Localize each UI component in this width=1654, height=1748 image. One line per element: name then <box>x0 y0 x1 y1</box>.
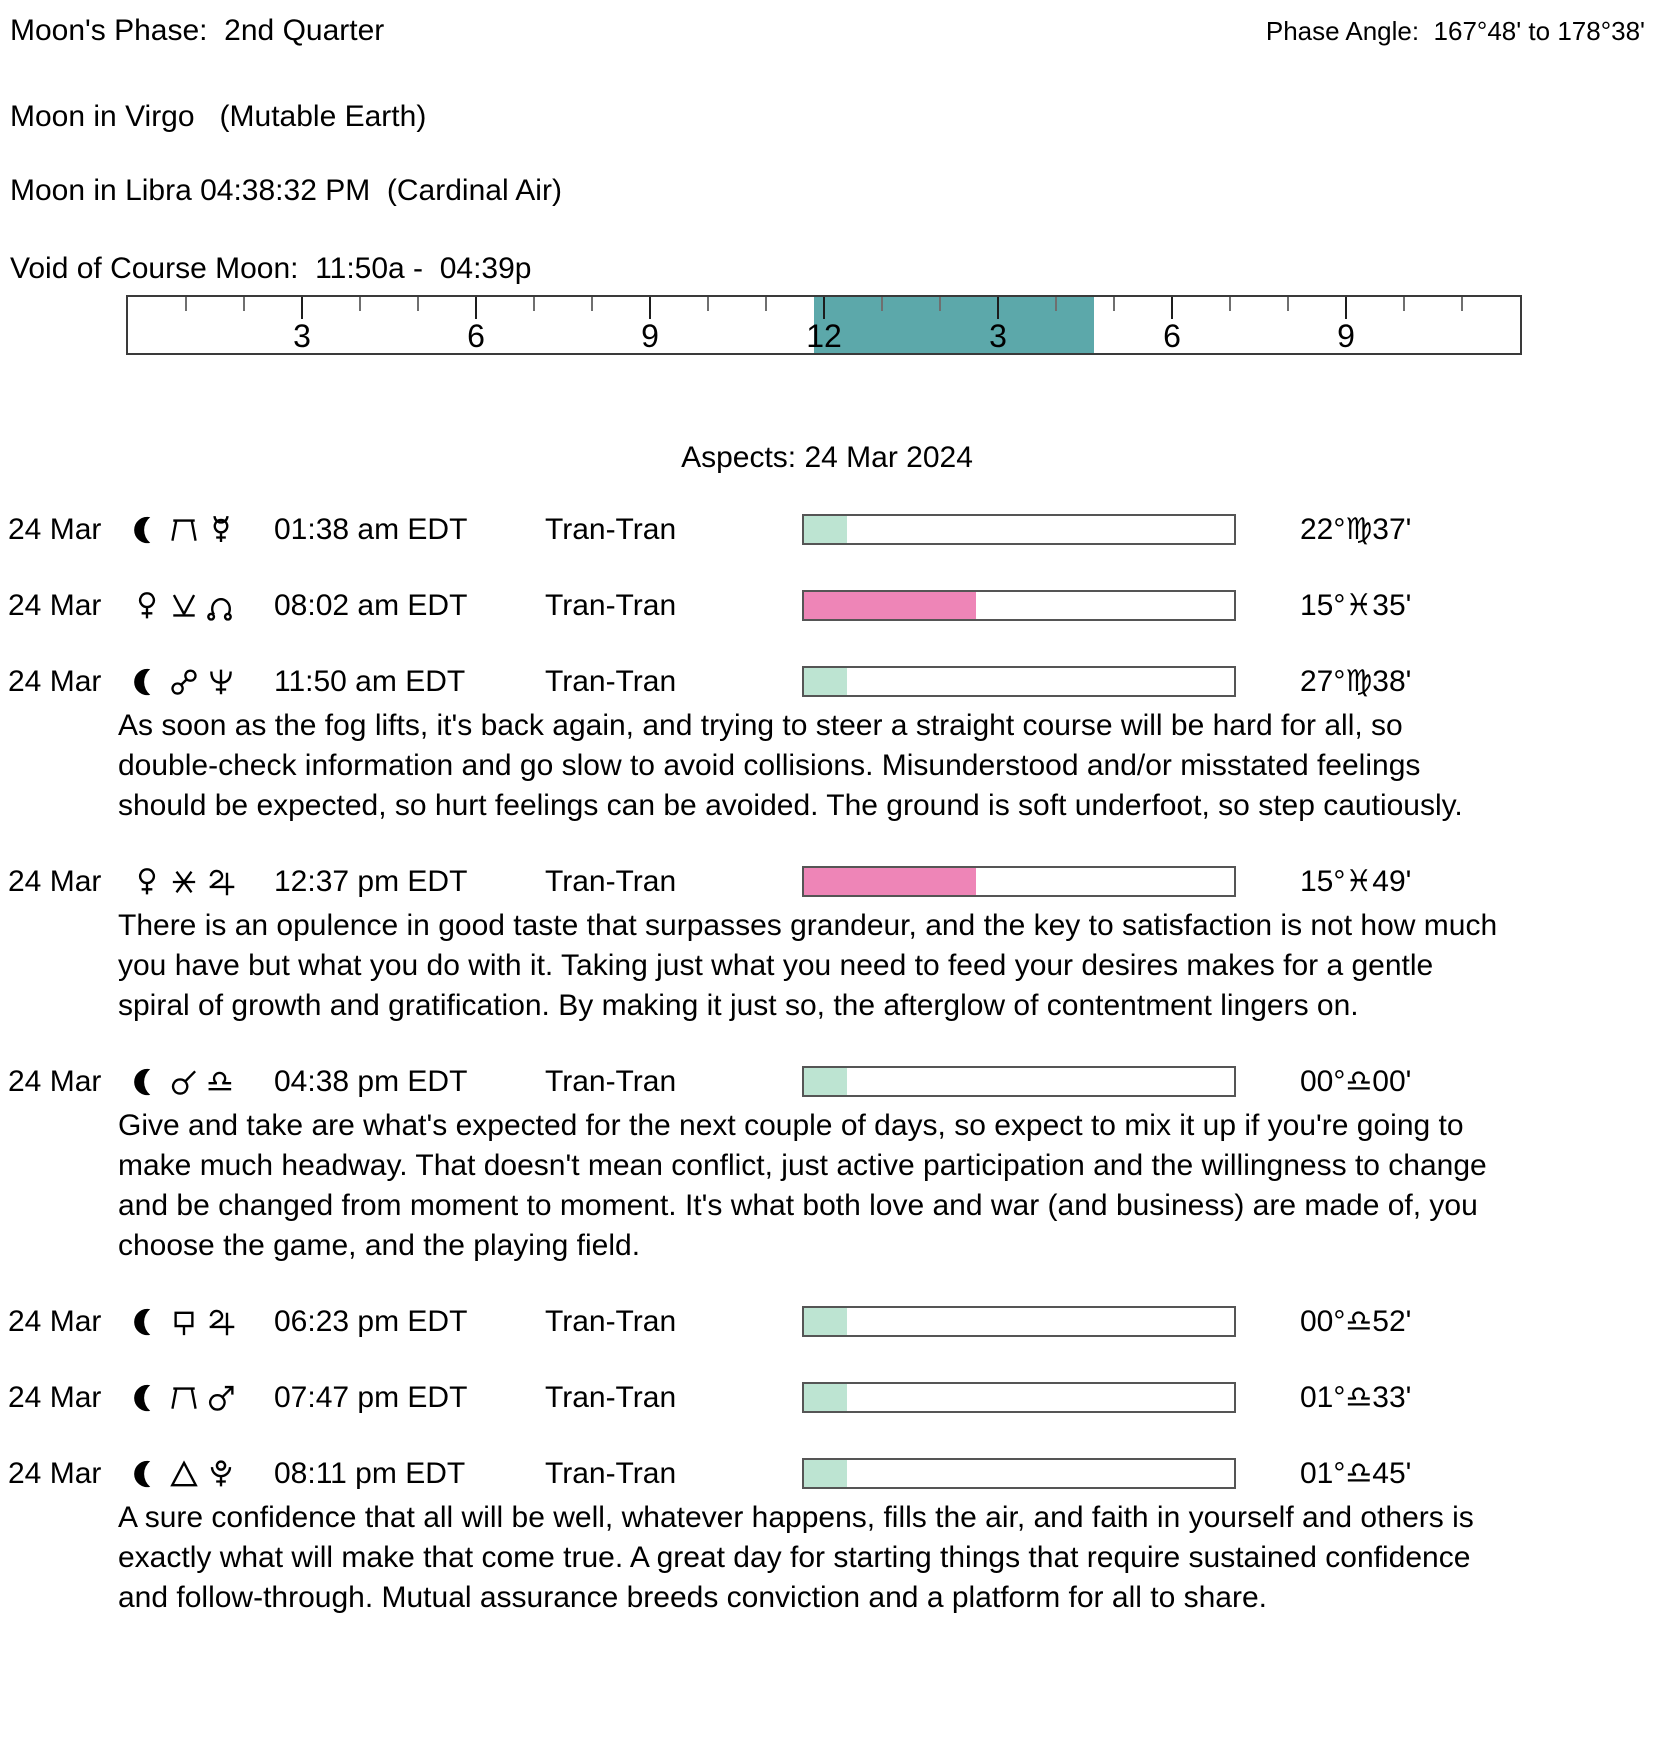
aspect-time: 04:38 pm EDT <box>274 1065 468 1098</box>
hour-label: 12 <box>806 318 842 354</box>
aspect-orb-bar <box>802 1066 1236 1097</box>
aspect-glyphs <box>132 1062 234 1102</box>
hour-label: 3 <box>293 318 311 354</box>
hour-tick <box>1171 297 1173 319</box>
neptune-icon <box>206 667 236 697</box>
hour-tick <box>939 297 941 311</box>
aspect-row <box>0 1062 1654 1102</box>
quincunx-icon <box>169 515 199 545</box>
hour-label: 3 <box>989 318 1007 354</box>
conjunction-icon <box>169 1067 199 1097</box>
aspect-date: 24 Mar <box>8 1305 102 1338</box>
void-of-course-highlight <box>814 297 1094 353</box>
aspect-position: 22°♍37' <box>1300 513 1412 546</box>
aspect-glyphs <box>132 586 236 626</box>
aspect-orb-bar <box>802 666 1236 697</box>
aspect-row <box>0 1454 1654 1494</box>
quincunx-icon <box>169 1383 199 1413</box>
aspect-row <box>0 586 1654 626</box>
moon-icon <box>132 1067 162 1097</box>
hour-tick <box>533 297 535 311</box>
trine-icon <box>169 1459 199 1489</box>
aspect-glyphs <box>132 1378 236 1418</box>
aspect-orb-bar <box>802 514 1236 545</box>
aspect-time: 12:37 pm EDT <box>274 865 468 898</box>
moon-icon <box>132 515 162 545</box>
sesquiquadrate-icon <box>169 1307 199 1337</box>
aspects-title: Aspects: 24 Mar 2024 <box>681 441 973 474</box>
aspect-position: 00°♎52' <box>1300 1305 1412 1338</box>
aspect-block <box>0 862 1654 1026</box>
moon-icon <box>132 1307 162 1337</box>
aspect-block <box>0 1378 1654 1418</box>
moon-sign-virgo-line: Moon in Virgo (Mutable Earth) <box>10 100 427 133</box>
aspect-time: 01:38 am EDT <box>274 513 468 546</box>
north-node-icon <box>206 591 236 621</box>
aspect-time: 08:02 am EDT <box>274 589 468 622</box>
aspect-position: 01°♎33' <box>1300 1381 1412 1414</box>
aspect-block <box>0 662 1654 826</box>
hour-tick <box>475 297 477 319</box>
hour-tick <box>417 297 419 311</box>
opposition-icon <box>169 667 199 697</box>
hour-label: 9 <box>641 318 659 354</box>
hour-label: 6 <box>1163 318 1181 354</box>
aspect-description: Give and take are what's expected for the next couple of days, so expect to mix it up if you're going to make much headway. That doesn't mean conflict, just active participation and the willingness to change and be changed from moment to moment. It's what both love and war (and business) are made of, you choose the game, and the playing field. <box>118 1109 1487 1262</box>
phase-angle-line: Phase Angle: 167°48' to 178°38' <box>1265 16 1645 46</box>
jupiter-icon <box>206 1307 236 1337</box>
aspect-orb-bar-fill <box>804 1068 847 1095</box>
moon-icon <box>132 667 162 697</box>
venus-icon <box>132 591 162 621</box>
semisextile-icon <box>169 591 199 621</box>
hour-label: 6 <box>467 318 485 354</box>
hour-tick <box>1113 297 1115 311</box>
aspect-position: 15°♓49' <box>1300 865 1412 898</box>
jupiter-icon <box>206 867 236 897</box>
aspect-orb-bar-fill <box>804 592 976 619</box>
aspect-block <box>0 586 1654 626</box>
hour-tick <box>1229 297 1231 311</box>
moons-phase-line: Moon's Phase: 2nd Quarter <box>10 14 385 47</box>
aspect-orb-bar <box>802 590 1236 621</box>
hour-tick <box>1287 297 1289 311</box>
aspect-orb-bar <box>802 1458 1236 1489</box>
aspect-time: 11:50 am EDT <box>274 665 466 698</box>
aspect-orb-bar-fill <box>804 1384 847 1411</box>
aspect-block <box>0 1454 1654 1618</box>
hour-tick <box>997 297 999 319</box>
hour-tick <box>243 297 245 311</box>
aspect-date: 24 Mar <box>8 1065 102 1098</box>
aspect-orb-bar <box>802 1306 1236 1337</box>
aspect-type-label: Tran-Tran <box>545 665 677 698</box>
aspect-type-label: Tran-Tran <box>545 1457 677 1490</box>
aspect-type-label: Tran-Tran <box>545 1065 677 1098</box>
aspect-description: A sure confidence that all will be well, whatever happens, fills the air, and faith in yourself and others is exactly what will make that come true. A great day for starting things that require sustained confidence and follow-through. Mutual assurance breeds conviction and a platform for all to share. <box>118 1501 1474 1614</box>
aspect-row <box>0 1378 1654 1418</box>
aspect-row <box>0 1302 1654 1342</box>
aspect-row <box>0 862 1654 902</box>
aspect-orb-bar-fill <box>804 1460 847 1487</box>
moon-sign-libra-line: Moon in Libra 04:38:32 PM (Cardinal Air) <box>10 174 562 207</box>
aspect-date: 24 Mar <box>8 1457 102 1490</box>
hour-tick <box>707 297 709 311</box>
aspect-orb-bar-fill <box>804 516 847 543</box>
void-of-course-timeline <box>126 295 1522 355</box>
aspect-type-label: Tran-Tran <box>545 589 677 622</box>
moon-icon <box>132 1459 162 1489</box>
aspect-orb-bar-fill <box>804 668 847 695</box>
aspect-time: 08:11 pm EDT <box>274 1457 466 1490</box>
pluto-icon <box>206 1459 236 1489</box>
aspects-section <box>0 438 1654 1654</box>
aspect-position: 27°♍38' <box>1300 665 1412 698</box>
aspect-description: There is an opulence in good taste that surpasses grandeur, and the key to satisfaction is not how much you have but what you do with it. Taking just what you need to feed your desires makes for a gentle spiral of growth and gratification. By making it just so, the afterglow of contentment lingers on. <box>118 909 1498 1022</box>
aspect-type-label: Tran-Tran <box>545 513 677 546</box>
hour-tick <box>185 297 187 311</box>
aspect-date: 24 Mar <box>8 1381 102 1414</box>
aspect-block <box>0 1062 1654 1266</box>
aspect-orb-bar-fill <box>804 1308 847 1335</box>
aspect-orb-bar <box>802 1382 1236 1413</box>
aspect-list <box>0 510 1654 1618</box>
aspect-date: 24 Mar <box>8 513 102 546</box>
hour-tick <box>1345 297 1347 319</box>
hour-tick <box>649 297 651 319</box>
void-of-course-line: Void of Course Moon: 11:50a - 04:39p <box>10 252 532 285</box>
aspect-type-label: Tran-Tran <box>545 1381 677 1414</box>
aspect-description: As soon as the fog lifts, it's back again, and trying to steer a straight course will be hard for all, so double-check information and go slow to avoid collisions. Misunderstood and/or misstated feelings should be expected, so hurt feelings can be avoided. The ground is soft underfoot, so step cautiously. <box>118 709 1463 822</box>
aspect-position: 15°♓35' <box>1300 589 1412 622</box>
hour-tick <box>1461 297 1463 311</box>
hour-label: 9 <box>1337 318 1355 354</box>
aspect-type-label: Tran-Tran <box>545 1305 677 1338</box>
aspect-row <box>0 662 1654 702</box>
aspect-time: 07:47 pm EDT <box>274 1381 468 1414</box>
mercury-icon <box>206 515 236 545</box>
aspect-date: 24 Mar <box>8 665 102 698</box>
hour-tick <box>1403 297 1405 311</box>
aspect-time: 06:23 pm EDT <box>274 1305 468 1338</box>
aspect-glyphs <box>132 1302 236 1342</box>
hour-tick <box>765 297 767 311</box>
aspect-orb-bar-fill <box>804 868 976 895</box>
aspect-position: 00°♎00' <box>1300 1065 1412 1098</box>
aspect-glyphs <box>132 862 236 902</box>
aspect-date: 24 Mar <box>8 589 102 622</box>
hour-tick <box>359 297 361 311</box>
aspect-row <box>0 510 1654 550</box>
aspect-glyphs <box>132 1454 236 1494</box>
moon-icon <box>132 1383 162 1413</box>
aspect-block <box>0 510 1654 550</box>
sextile-icon <box>169 867 199 897</box>
aspect-block <box>0 1302 1654 1342</box>
libra-icon: ♎ <box>206 1064 234 1099</box>
aspect-type-label: Tran-Tran <box>545 865 677 898</box>
hour-tick <box>881 297 883 311</box>
aspect-position: 01°♎45' <box>1300 1457 1412 1490</box>
aspect-date: 24 Mar <box>8 865 102 898</box>
mars-icon <box>206 1383 236 1413</box>
hour-tick <box>823 297 825 319</box>
aspect-glyphs <box>132 510 236 550</box>
hour-tick <box>591 297 593 311</box>
hour-tick <box>301 297 303 319</box>
venus-icon <box>132 867 162 897</box>
aspect-glyphs <box>132 662 236 702</box>
aspect-orb-bar <box>802 866 1236 897</box>
hour-tick <box>1055 297 1057 311</box>
